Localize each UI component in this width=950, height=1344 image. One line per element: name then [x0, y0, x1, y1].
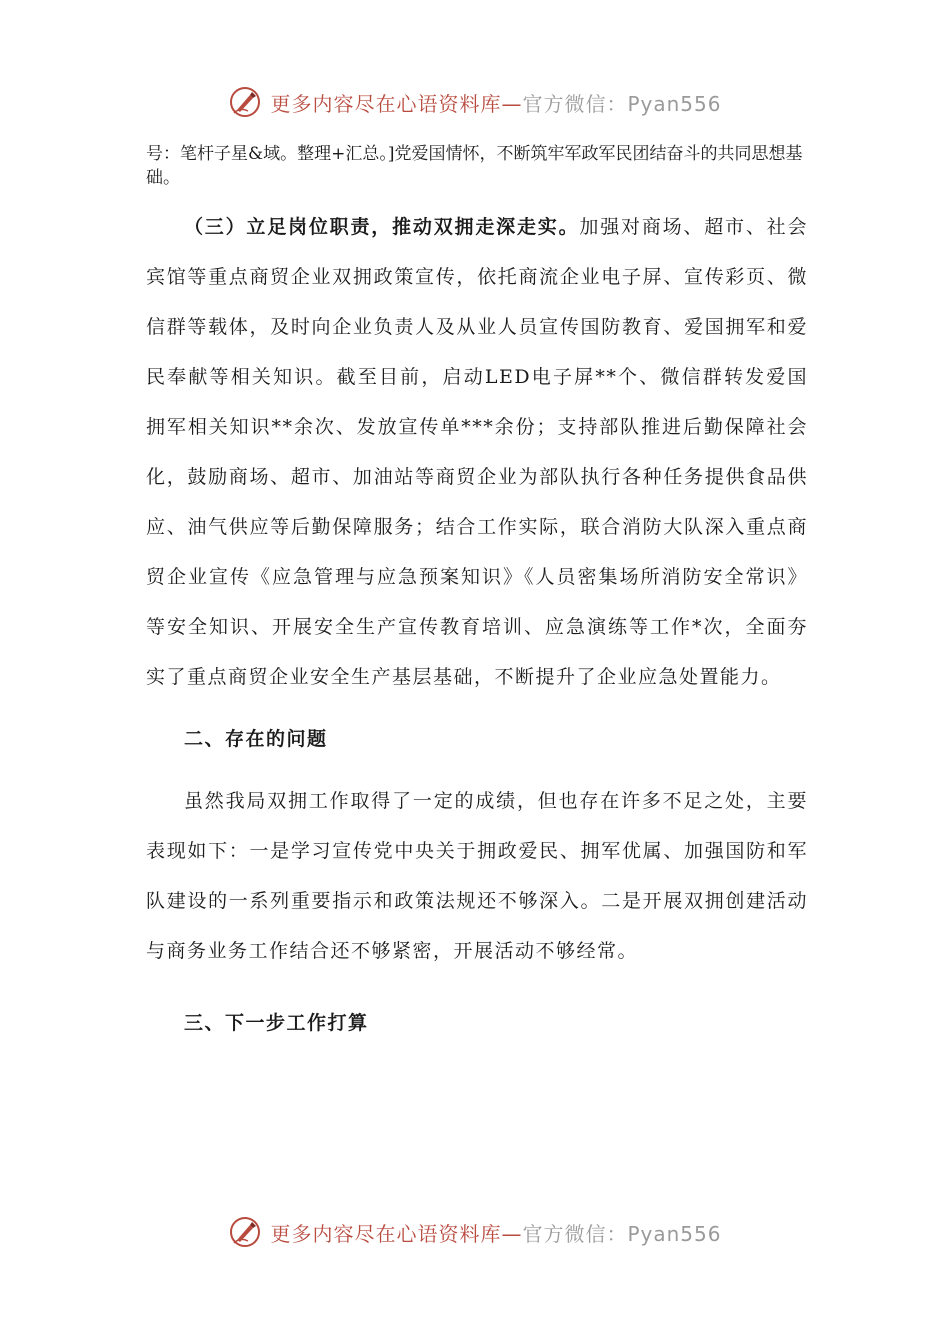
pen-logo-icon: [228, 85, 262, 119]
heading-next-steps: 三、下一步工作打算: [184, 1012, 369, 1034]
problems-paragraph: 虽然我局双拥工作取得了一定的成绩，但也存在许多不足之处，主要表现如下：一是学习宣传党中央关于拥政爱民、拥军优属、加强国防和军队建设的一系列重要指示和政策法规还不够深入。二是开展双拥创建活动与商务业务工作结合还不够紧密，开展活动不够经常。: [146, 790, 808, 962]
header-watermark-banner: [0, 82, 950, 122]
header-banner-main: 更多内容尽在心语资料库—: [270, 91, 523, 116]
footer-banner-text: [270, 1218, 721, 1247]
section-3-paragraph: [146, 202, 808, 702]
footer-banner-wechat: 官方微信：Pyan556: [522, 1221, 722, 1246]
pen-logo-icon: [228, 1215, 262, 1249]
header-banner-text: [270, 88, 721, 117]
section-3-body: 加强对商场、超市、社会宾馆等重点商贸企业双拥政策宣传，依托商流企业电子屏、宣传彩页、微信群等载体，及时向企业负责人及从业人员宣传国防教育、爱国拥军和爱民奉献等相关知识。截至目前，启动LED电子屏**个、微信群转发爱国拥军相关知识**余次、发放宣传单***余份；支持部队推进后勤保障社会化，鼓励商场、超市、加油站等商贸企业为部队执行各种任务提供食品供应、油气供应等后勤保障服务；结合工作实际，联合消防大队深入重点商贸企业宣传《应急管理与应急预案知识》《人员密集场所消防安全常识》等安全知识、开展安全生产宣传教育培训、应急演练等工作*次，全面夯实了重点商贸企业安全生产基层基础，不断提升了企业应急处置能力。: [146, 216, 808, 688]
lead-line: 号：笔杆子星&域。整理+汇总。]党爱国情怀，不断筑牢军政军民团结奋斗的共同思想基础。: [146, 144, 803, 188]
heading-problems: 二、存在的问题: [184, 728, 328, 750]
document-body: [146, 142, 808, 1048]
header-banner-wechat: 官方微信：Pyan556: [522, 91, 722, 116]
footer-banner-main: 更多内容尽在心语资料库—: [270, 1221, 523, 1246]
section-3-title: （三）立足岗位职责，推动双拥走深走实。: [184, 216, 580, 238]
footer-watermark-banner: [0, 1212, 950, 1252]
